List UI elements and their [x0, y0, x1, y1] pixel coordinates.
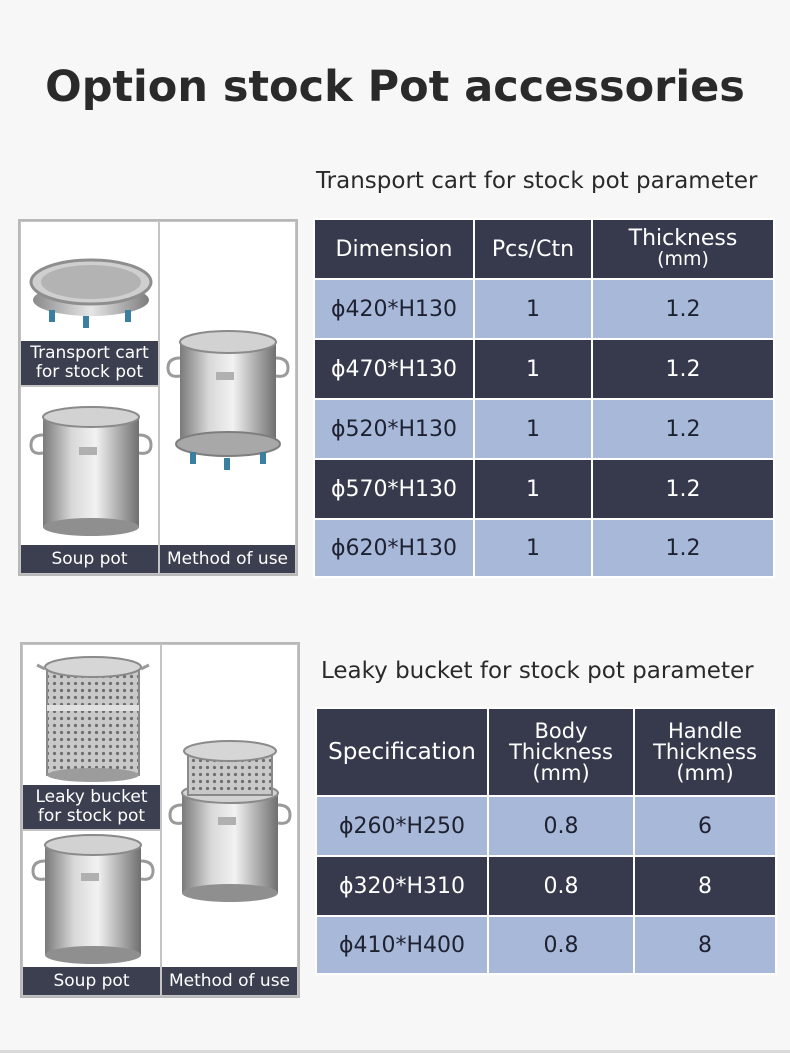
page-title: Option stock Pot accessories	[45, 62, 745, 112]
table-row	[314, 339, 774, 399]
caption-line: Transport cart	[30, 343, 149, 363]
header-pcs: Pcs/Ctn	[474, 219, 592, 279]
caption-line: for stock pot	[37, 806, 146, 826]
cell-thickness: 1.2	[592, 459, 774, 519]
header-handle-thickness	[634, 708, 776, 796]
cell-thickness: 1.2	[592, 399, 774, 459]
method-of-use-photo	[159, 221, 296, 574]
table-row	[316, 916, 776, 974]
pot-on-cart-icon	[160, 222, 296, 542]
cell-thickness: 1.2	[592, 339, 774, 399]
caption-line: for stock pot	[35, 362, 144, 382]
header-thickness-unit: (mm)	[657, 248, 709, 270]
soup-pot-icon	[21, 387, 159, 547]
soup-pot-photo	[22, 830, 161, 996]
cell-handle: 8	[634, 916, 776, 974]
leaky-bucket-photo	[22, 644, 161, 830]
transport-cart-icon	[21, 222, 159, 347]
header-line: Body	[534, 718, 588, 743]
table-header-row	[314, 219, 774, 279]
table-row	[314, 279, 774, 339]
cell-spec: ϕ410*H400	[316, 916, 488, 974]
table-row	[314, 399, 774, 459]
transport-cart-heading: Transport cart for stock pot parameter	[316, 168, 758, 194]
transport-cart-photo	[20, 221, 159, 386]
leaky-bucket-table	[315, 707, 777, 975]
cell-handle: 8	[634, 856, 776, 916]
header-line: Thickness	[509, 739, 613, 764]
table-row	[316, 856, 776, 916]
transport-cart-image-panel	[18, 219, 298, 576]
cell-pcs: 1	[474, 519, 592, 577]
leaky-bucket-image-panel	[20, 642, 300, 998]
table-row	[316, 796, 776, 856]
header-thickness	[592, 219, 774, 279]
table-header-row	[316, 708, 776, 796]
soup-pot-caption: Soup pot	[23, 967, 160, 995]
cell-dimension: ϕ470*H130	[314, 339, 474, 399]
cell-body: 0.8	[488, 856, 634, 916]
leaky-bucket-caption	[23, 785, 160, 829]
header-thickness-label: Thickness	[628, 226, 738, 251]
leaky-bucket-heading: Leaky bucket for stock pot parameter	[321, 658, 754, 684]
cell-body: 0.8	[488, 916, 634, 974]
cell-thickness: 1.2	[592, 279, 774, 339]
cell-pcs: 1	[474, 459, 592, 519]
cell-dimension: ϕ520*H130	[314, 399, 474, 459]
soup-pot-photo	[20, 386, 159, 574]
soup-pot-caption: Soup pot	[21, 545, 158, 573]
soup-pot-icon	[23, 831, 161, 969]
table-row	[314, 459, 774, 519]
cell-pcs: 1	[474, 279, 592, 339]
method-of-use-photo	[161, 644, 298, 996]
header-line: (mm)	[532, 760, 590, 785]
method-of-use-caption: Method of use	[160, 545, 295, 573]
cell-spec: ϕ320*H310	[316, 856, 488, 916]
method-of-use-caption: Method of use	[162, 967, 297, 995]
cell-thickness: 1.2	[592, 519, 774, 577]
leaky-bucket-icon	[23, 645, 161, 787]
header-line: Handle	[667, 718, 743, 743]
transport-cart-caption	[21, 341, 158, 385]
header-body-thickness	[488, 708, 634, 796]
cell-handle: 6	[634, 796, 776, 856]
cell-dimension: ϕ420*H130	[314, 279, 474, 339]
header-specification: Specification	[316, 708, 488, 796]
cell-dimension: ϕ570*H130	[314, 459, 474, 519]
caption-line: Leaky bucket	[35, 787, 148, 807]
cell-pcs: 1	[474, 339, 592, 399]
header-line: (mm)	[676, 760, 734, 785]
table-row	[314, 519, 774, 577]
cell-spec: ϕ260*H250	[316, 796, 488, 856]
cell-body: 0.8	[488, 796, 634, 856]
header-dimension: Dimension	[314, 219, 474, 279]
cell-dimension: ϕ620*H130	[314, 519, 474, 577]
cell-pcs: 1	[474, 399, 592, 459]
bucket-in-pot-icon	[162, 645, 298, 965]
header-line: Thickness	[653, 739, 757, 764]
transport-cart-table	[313, 218, 775, 578]
